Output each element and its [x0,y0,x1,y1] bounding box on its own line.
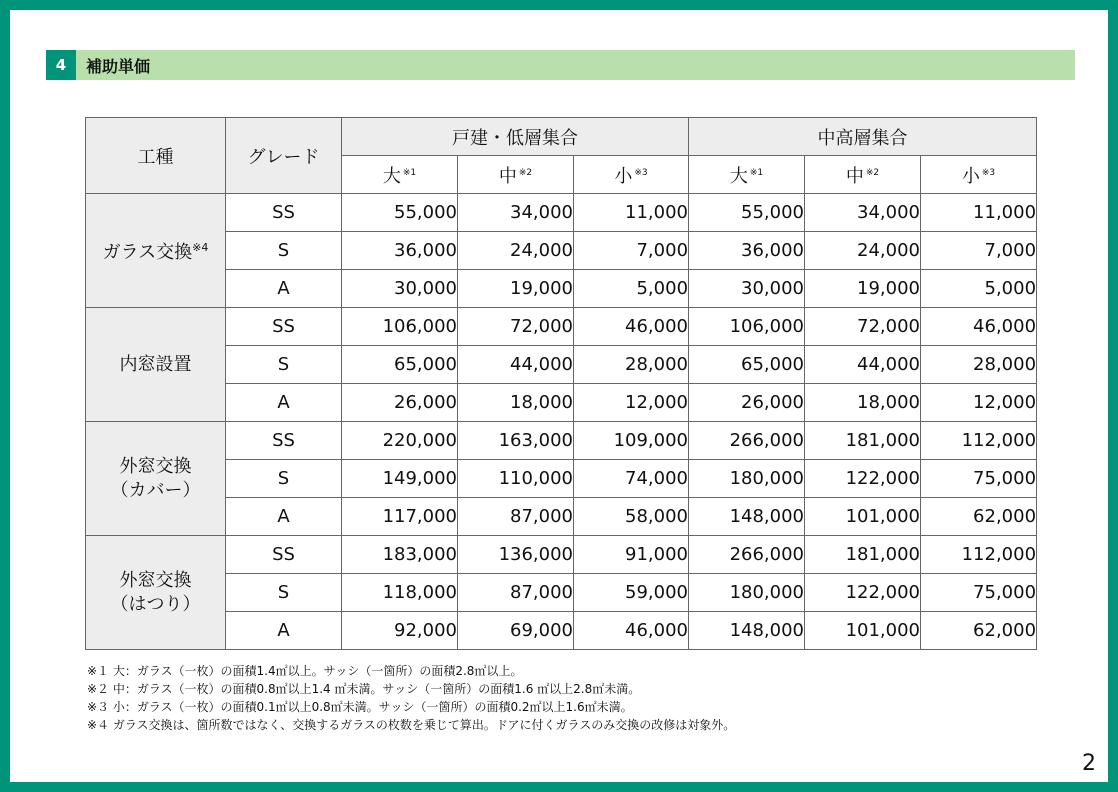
price-cell: 117,000 [342,498,458,536]
price-cell: 28,000 [921,346,1037,384]
size-note: ※2 [865,167,880,178]
price-cell: 148,000 [689,612,805,650]
price-cell: 75,000 [921,460,1037,498]
grade-cell: A [226,612,342,650]
size-label: 小 [961,165,980,187]
price-cell: 75,000 [921,574,1037,612]
size-label: 小 [614,165,633,187]
price-cell: 12,000 [921,384,1037,422]
price-cell: 109,000 [574,422,689,460]
header-size-cell [342,156,458,194]
size-note: ※2 [518,167,533,178]
header-row-groups [86,118,1037,156]
grade-cell: S [226,574,342,612]
header-size-cell [458,156,574,194]
price-cell: 122,000 [805,574,921,612]
price-cell: 44,000 [458,346,574,384]
table-row [86,612,1037,650]
price-cell: 87,000 [458,498,574,536]
price-cell: 122,000 [805,460,921,498]
table-row [86,422,1037,460]
price-cell: 62,000 [921,498,1037,536]
size-label: 中 [845,165,864,187]
price-cell: 106,000 [689,308,805,346]
price-cell: 72,000 [805,308,921,346]
price-cell: 149,000 [342,460,458,498]
footnote-4: ※４ ガラス交換は、箇所数ではなく、交換するガラスの枚数を乗じて算出。ドアに付くガラスのみ交換の改修は対象外。 [87,718,736,732]
price-cell: 30,000 [342,270,458,308]
price-cell: 11,000 [574,194,689,232]
price-cell: 18,000 [805,384,921,422]
price-cell: 183,000 [342,536,458,574]
price-cell: 58,000 [574,498,689,536]
price-cell: 18,000 [458,384,574,422]
price-cell: 181,000 [805,422,921,460]
category-cell [86,422,226,536]
price-cell: 91,000 [574,536,689,574]
price-cell: 34,000 [458,194,574,232]
header-group-midrise: 中高層集合 [689,118,1037,156]
size-label: 大 [382,165,401,187]
category-cell [86,536,226,650]
size-label: 中 [498,165,517,187]
grade-cell: SS [226,536,342,574]
table-row [86,384,1037,422]
price-cell: 46,000 [574,612,689,650]
header-size-cell [689,156,805,194]
grade-cell: A [226,498,342,536]
price-cell: 24,000 [458,232,574,270]
category-name: ガラス交換 [102,242,193,263]
price-cell: 7,000 [921,232,1037,270]
price-cell: 163,000 [458,422,574,460]
price-cell: 5,000 [574,270,689,308]
price-cell: 12,000 [574,384,689,422]
price-cell: 65,000 [342,346,458,384]
price-cell: 112,000 [921,536,1037,574]
category-subname: （はつり） [110,593,201,615]
page-number: 2 [1082,751,1096,776]
footnote-3: ※３ 小：ガラス（一枚）の面積0.1㎡以上0.8㎡未満。サッシ（一箇所）の面積0.2㎡以上1.6㎡未満。 [87,700,633,714]
price-cell: 26,000 [342,384,458,422]
price-cell: 24,000 [805,232,921,270]
table-row [86,498,1037,536]
price-cell: 26,000 [689,384,805,422]
size-note: ※3 [634,167,648,178]
price-cell: 136,000 [458,536,574,574]
price-cell: 74,000 [574,460,689,498]
price-cell: 34,000 [805,194,921,232]
price-cell: 101,000 [805,498,921,536]
table-row [86,194,1037,232]
header-size-cell [921,156,1037,194]
grade-cell: A [226,270,342,308]
footnote-2: ※２ 中：ガラス（一枚）の面積0.8㎡以上1.4 ㎡未満。サッシ（一箇所）の面積1.6 ㎡以上2.8㎡未満。 [87,682,641,696]
price-cell: 69,000 [458,612,574,650]
header-size-cell [805,156,921,194]
price-cell: 266,000 [689,536,805,574]
category-name: 内窓設置 [119,353,192,375]
category-note: ※4 [192,241,209,254]
grade-cell: S [226,232,342,270]
price-cell: 110,000 [458,460,574,498]
header-group-detached: 戸建・低層集合 [342,118,689,156]
price-cell: 11,000 [921,194,1037,232]
size-note: ※1 [749,167,764,178]
price-cell: 92,000 [342,612,458,650]
price-cell: 72,000 [458,308,574,346]
price-cell: 19,000 [805,270,921,308]
price-cell: 19,000 [458,270,574,308]
grade-cell: SS [226,422,342,460]
size-note: ※1 [402,167,417,178]
table-row [86,346,1037,384]
category-cell [86,194,226,308]
price-cell: 112,000 [921,422,1037,460]
table-row [86,270,1037,308]
price-cell: 118,000 [342,574,458,612]
subsidy-price-table [85,117,1037,650]
header-grade: グレード [226,118,342,194]
size-label: 大 [729,165,748,187]
category-name: 外窓交換 [119,569,192,591]
price-cell: 5,000 [921,270,1037,308]
price-cell: 266,000 [689,422,805,460]
grade-cell: S [226,346,342,384]
footnote-1: ※１ 大：ガラス（一枚）の面積1.4㎡以上。サッシ（一箇所）の面積2.8㎡以上。 [87,664,523,678]
price-cell: 46,000 [921,308,1037,346]
table-row [86,574,1037,612]
header-koushu: 工種 [86,118,226,194]
price-cell: 44,000 [805,346,921,384]
grade-cell: SS [226,308,342,346]
table-row [86,308,1037,346]
table-row [86,232,1037,270]
price-cell: 106,000 [342,308,458,346]
section-title: 補助単価 [86,56,151,76]
price-cell: 180,000 [689,460,805,498]
table-row [86,536,1037,574]
section-number: 4 [46,50,76,80]
category-cell [86,308,226,422]
footnotes [87,662,735,734]
price-cell: 36,000 [689,232,805,270]
header-size-cell [574,156,689,194]
price-cell: 181,000 [805,536,921,574]
price-cell: 101,000 [805,612,921,650]
grade-cell: S [226,460,342,498]
table-row [86,460,1037,498]
price-cell: 55,000 [689,194,805,232]
price-cell: 148,000 [689,498,805,536]
price-cell: 36,000 [342,232,458,270]
category-subname: （カバー） [110,479,201,501]
price-cell: 28,000 [574,346,689,384]
price-cell: 59,000 [574,574,689,612]
price-cell: 62,000 [921,612,1037,650]
size-note: ※3 [981,167,996,178]
category-name: 外窓交換 [119,455,192,477]
price-cell: 55,000 [342,194,458,232]
price-cell: 7,000 [574,232,689,270]
section-header [46,50,1075,80]
price-cell: 220,000 [342,422,458,460]
grade-cell: A [226,384,342,422]
price-cell: 46,000 [574,308,689,346]
price-cell: 65,000 [689,346,805,384]
grade-cell: SS [226,194,342,232]
price-cell: 30,000 [689,270,805,308]
price-cell: 180,000 [689,574,805,612]
price-cell: 87,000 [458,574,574,612]
